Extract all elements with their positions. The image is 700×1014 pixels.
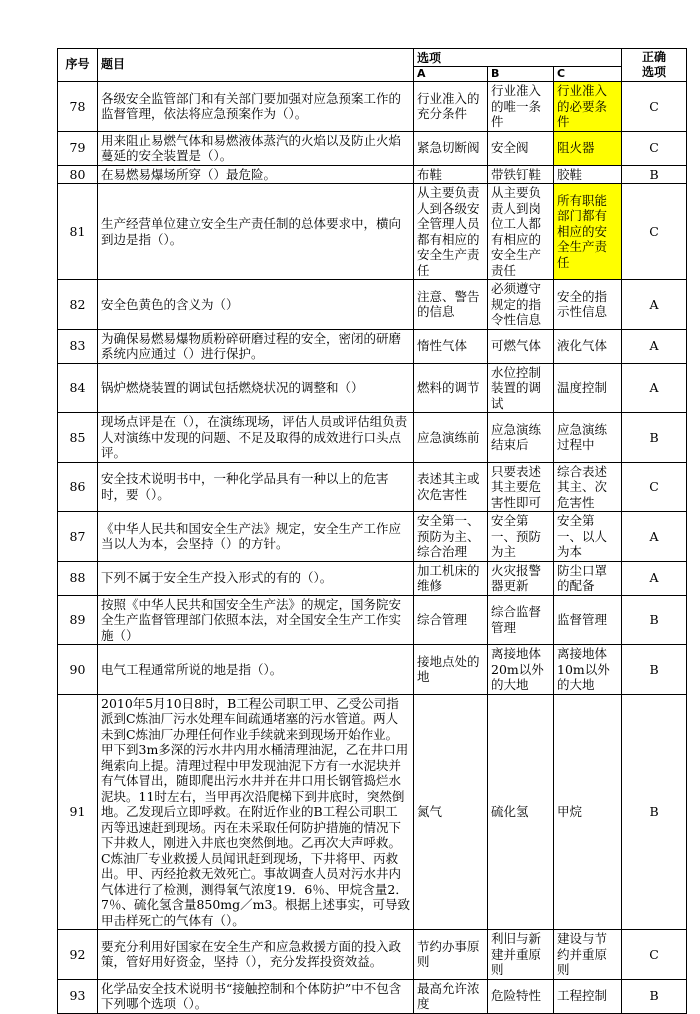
table-row: [58, 165, 687, 184]
question-number: 92: [58, 930, 98, 980]
correct-answer: B: [622, 979, 687, 1013]
option-c: 离接地体10m以外的大地: [554, 645, 622, 695]
table-row: [58, 645, 687, 695]
question-text: 化学品安全技术说明书“接触控制和个体防护”中不包含下列哪个选项（）。: [98, 979, 414, 1013]
option-a: 燃料的调节: [414, 363, 488, 413]
correct-answer: C: [622, 462, 687, 512]
question-number: 90: [58, 645, 98, 695]
question-text: 安全色黄色的含义为（）: [98, 280, 414, 330]
question-number: 93: [58, 979, 98, 1013]
option-a: 表述其主或次危害性: [414, 462, 488, 512]
option-a: 紧急切断阀: [414, 131, 488, 165]
option-a: 从主要负责人到各级安全管理人员都有相应的安全生产责任: [414, 184, 488, 280]
question-text: 电气工程通常所说的地是指（）。: [98, 645, 414, 695]
question-text: 生产经营单位建立安全生产责任制的总体要求中，横向到边是指（）。: [98, 184, 414, 280]
option-c: 建设与节约并重原则: [554, 930, 622, 980]
option-b: 可燃气体: [488, 329, 554, 363]
option-c: 防尘口罩的配备: [554, 561, 622, 595]
table-row: [58, 82, 687, 132]
header-b: B: [488, 67, 554, 82]
table-row: [58, 595, 687, 645]
question-text: 在易燃易爆场所穿（）最危险。: [98, 165, 414, 184]
question-number: 88: [58, 561, 98, 595]
option-b: 应急演练结束后: [488, 413, 554, 463]
header-answer: [622, 49, 687, 82]
question-text: 下列不属于安全生产投入形式的有的（）。: [98, 561, 414, 595]
question-number: 87: [58, 512, 98, 562]
header-c: C: [554, 67, 622, 82]
question-rows: [58, 82, 687, 1014]
option-c: 监督管理: [554, 595, 622, 645]
option-b: 安全第一、预防为主: [488, 512, 554, 562]
table-row: [58, 462, 687, 512]
table-row: [58, 184, 687, 280]
question-text: 2010年5月10日8时，B工程公司职工甲、乙受公司指派到C炼油厂污水处理车间疏通堵塞的污水管道。两人未到C炼油厂办理任何作业手续就来到现场开始作业。甲下到3m多深的污水井内用水桶清理油泥，乙在井口用绳索向上提。清理过程中甲发现油泥下方有一水泥块并有气体冒出，随即爬出污水井并在井口用长钢管捣烂水泥块。11时左右，当甲再次沿爬梯下到井底时，突然倒地。乙发现后立即呼救。在附近作业的B工程公司职工丙等迅速赶到现场。丙在未采取任何防护措施的情况下下井救人，刚进入井底也突然倒地。乙再次大声呼救。C炼油厂专业救援人员闻讯赶到现场，下井将甲、丙救出。甲、丙经抢救无效死亡。事故调查人员对污水井内气体进行了检测，测得氧气浓度19．6％、甲烷含量2．7％、硫化氢含量850mg／m3。根据上述事实，可导致甲击样死亡的气体有（）。: [98, 694, 414, 930]
option-b: 必须遵守规定的指令性信息: [488, 280, 554, 330]
question-text: 现场点评是在（），在演练现场，评估人员或评估组负责人对演练中发现的问题、不足及取得的成效进行口头点评。: [98, 413, 414, 463]
question-number: 78: [58, 82, 98, 132]
option-b: 综合监督管理: [488, 595, 554, 645]
header-num: 序号: [58, 49, 98, 82]
option-b: 危险特性: [488, 979, 554, 1013]
option-c: 胶鞋: [554, 165, 622, 184]
table-row: [58, 363, 687, 413]
question-text: 锅炉燃烧装置的调试包括燃烧状况的调整和（）: [98, 363, 414, 413]
question-text: 为确保易燃易爆物质粉碎研磨过程的安全，密闭的研磨系统内应通过（）进行保护。: [98, 329, 414, 363]
table-row: [58, 131, 687, 165]
correct-answer: A: [622, 329, 687, 363]
table-row: [58, 329, 687, 363]
option-c: 工程控制: [554, 979, 622, 1013]
question-number: 83: [58, 329, 98, 363]
question-table: [57, 48, 687, 1014]
correct-answer: B: [622, 645, 687, 695]
question-text: 按照《中华人民共和国安全生产法》的规定，国务院安全生产监督管理部门依照本法，对全国安全生产工作实施（）: [98, 595, 414, 645]
correct-answer: C: [622, 930, 687, 980]
table-row: [58, 413, 687, 463]
table-row: [58, 930, 687, 980]
question-number: 79: [58, 131, 98, 165]
header-a: A: [414, 67, 488, 82]
option-b: 利旧与新建并重原则: [488, 930, 554, 980]
correct-answer: C: [622, 82, 687, 132]
correct-answer: A: [622, 561, 687, 595]
option-b: 硫化氢: [488, 694, 554, 930]
option-b: 离接地体20m以外的大地: [488, 645, 554, 695]
question-number: 91: [58, 694, 98, 930]
table-row: [58, 561, 687, 595]
question-number: 82: [58, 280, 98, 330]
table-row: [58, 512, 687, 562]
option-b: 火灾报警器更新: [488, 561, 554, 595]
option-b: 水位控制装置的调试: [488, 363, 554, 413]
question-number: 85: [58, 413, 98, 463]
question-text: 用来阻止易燃气体和易燃液体蒸汽的火焰以及防止火焰蔓延的安全装置是（）。: [98, 131, 414, 165]
option-c: 所有职能部门都有相应的安全生产责任: [554, 184, 622, 280]
option-a: 接地点处的地: [414, 645, 488, 695]
question-number: 89: [58, 595, 98, 645]
correct-answer: C: [622, 131, 687, 165]
correct-answer: B: [622, 595, 687, 645]
correct-answer: B: [622, 413, 687, 463]
option-b: 从主要负责人到岗位工人都有相应的安全生产责任: [488, 184, 554, 280]
question-text: 各级安全监管部门和有关部门要加强对应急预案工作的监督管理，依法将应急预案作为（）。: [98, 82, 414, 132]
correct-answer: B: [622, 694, 687, 930]
table-row: [58, 694, 687, 930]
option-a: 节约办事原则: [414, 930, 488, 980]
option-b: 带铁钉鞋: [488, 165, 554, 184]
option-c: 安全第一、以人为本: [554, 512, 622, 562]
option-c: 甲烷: [554, 694, 622, 930]
question-text: 安全技术说明书中，一种化学品具有一种以上的危害时，要（）。: [98, 462, 414, 512]
option-a: 行业准入的充分条件: [414, 82, 488, 132]
header-options: 选项: [414, 49, 622, 67]
option-c: 安全的指示性信息: [554, 280, 622, 330]
question-number: 86: [58, 462, 98, 512]
correct-answer: A: [622, 512, 687, 562]
option-a: 氮气: [414, 694, 488, 930]
header-question: 题目: [98, 49, 414, 82]
option-b: 安全阀: [488, 131, 554, 165]
option-a: 应急演练前: [414, 413, 488, 463]
option-a: 注意、警告的信息: [414, 280, 488, 330]
option-b: 只要表述其主要危害性即可: [488, 462, 554, 512]
correct-answer: B: [622, 165, 687, 184]
question-number: 84: [58, 363, 98, 413]
option-a: 安全第一、预防为主、综合治理: [414, 512, 488, 562]
correct-answer: A: [622, 280, 687, 330]
header-answer-text: 正确选项: [642, 50, 667, 79]
option-a: 布鞋: [414, 165, 488, 184]
option-a: 综合管理: [414, 595, 488, 645]
table-row: [58, 979, 687, 1013]
question-number: 81: [58, 184, 98, 280]
table-row: [58, 280, 687, 330]
option-c: 应急演练过程中: [554, 413, 622, 463]
question-number: 80: [58, 165, 98, 184]
option-c: 液化气体: [554, 329, 622, 363]
option-a: 加工机床的维修: [414, 561, 488, 595]
option-c: 综合表述其主、次危害性: [554, 462, 622, 512]
option-a: 最高允许浓度: [414, 979, 488, 1013]
option-a: 惰性气体: [414, 329, 488, 363]
correct-answer: A: [622, 363, 687, 413]
question-text: 《中华人民共和国安全生产法》规定，安全生产工作应当以人为本，会坚持（）的方针。: [98, 512, 414, 562]
correct-answer: C: [622, 184, 687, 280]
option-c: 阻火器: [554, 131, 622, 165]
option-c: 行业准入的必要条件: [554, 82, 622, 132]
option-c: 温度控制: [554, 363, 622, 413]
question-text: 要充分利用好国家在安全生产和应急救援方面的投入政策，管好用好资金，坚持（），充分发挥投资效益。: [98, 930, 414, 980]
option-b: 行业准入的唯一条件: [488, 82, 554, 132]
